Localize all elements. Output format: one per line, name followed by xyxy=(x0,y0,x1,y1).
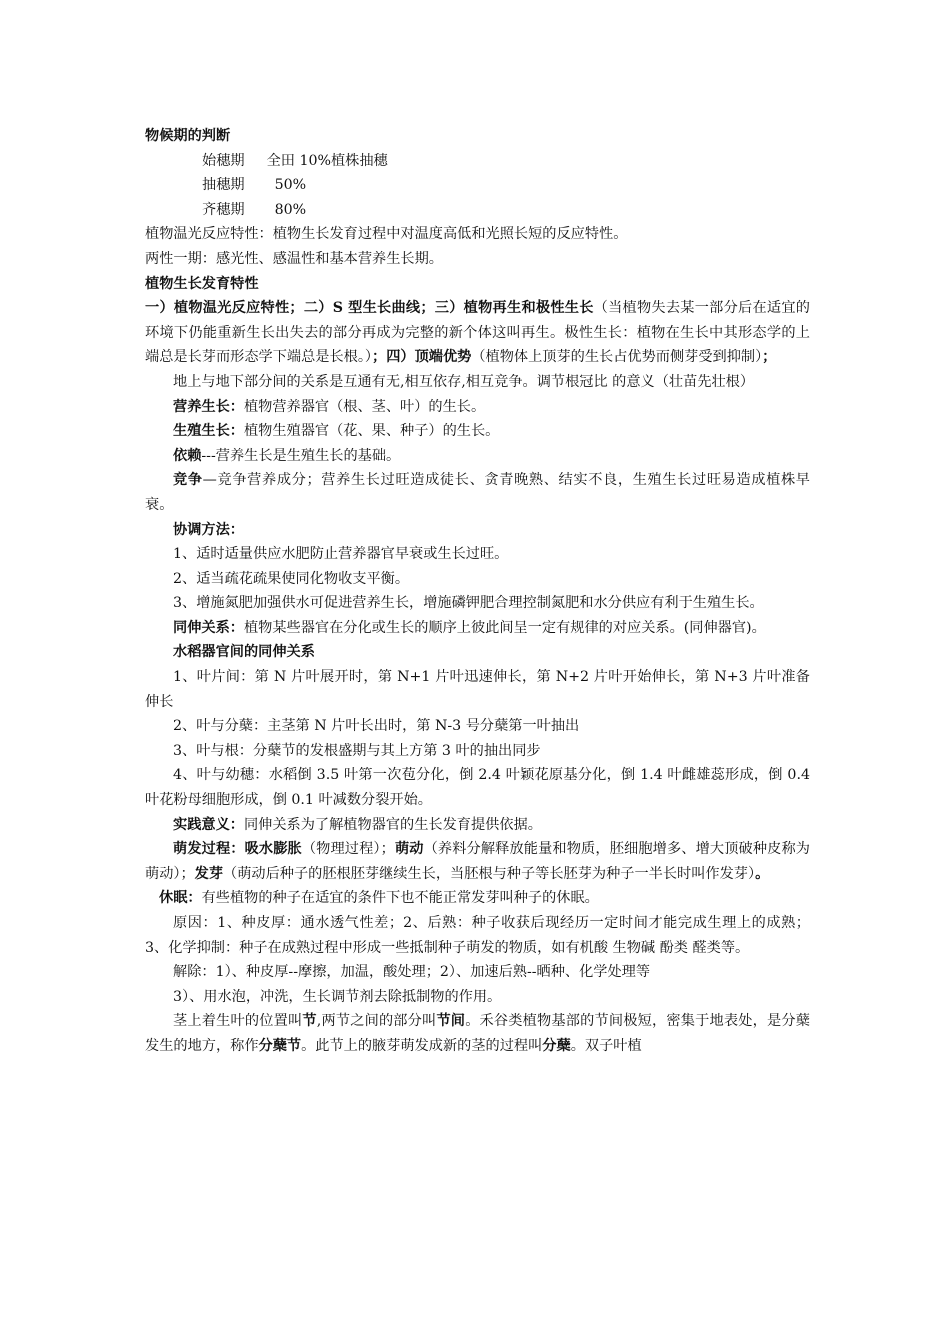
rice-item: 3、叶与根：分蘖节的发根盛期与其上方第 3 叶的抽出同步 xyxy=(173,742,541,759)
dependence: 依赖---营养生长是生殖生长的基础。 xyxy=(173,447,401,464)
practical-significance: 实践意义：同伸关系为了解植物器官的生长发育提供依据。 xyxy=(173,816,542,833)
coordination-item: 2、适当疏花疏果使同化物收支平衡。 xyxy=(173,570,410,587)
two-stage-definition: 两性一期：感光性、感温性和基本营养生长期。 xyxy=(145,250,443,267)
coordination-item: 3、增施氮肥加强供水可促进营养生长，增施磷钾肥合理控制氮肥和水分供应有利于生殖生长。 xyxy=(173,595,764,612)
rice-section-title: 水稻器官间的同伸关系 xyxy=(173,644,315,661)
node-paragraph: 茎上着生叶的位置叫节,两节之间的部分叫节间。禾谷类植物基部的节间极短，密集于地表处，是分蘖发生的地方，称作分蘖节。此节上的腋芽萌发成新的茎的过程叫分蘖。双子叶植 xyxy=(145,1013,810,1054)
competition: 竞争—竞争营养成分；营养生长过旺造成徒长、贪青晚熟、结实不良，生殖生长过旺易造成植株早衰。 xyxy=(145,472,810,513)
dormancy-causes: 原因：1、种皮厚：通水透气性差；2、后熟：种子收获后现经历一定时间才能完成生理上的成熟；3、化学抑制：种子在成熟过程中形成一些抵制种子萌发的物质，如有机酸 生物碱 酚类 醛类等。 xyxy=(145,915,810,956)
rice-item: 2、叶与分蘖：主茎第 N 片叶长出时，第 N-3 号分蘖第一叶抽出 xyxy=(173,718,580,735)
phenology-row: 始穗期 全田 10%植株抽穗 xyxy=(202,152,388,169)
growth-section-title: 植物生长发育特性 xyxy=(145,275,259,292)
document-page xyxy=(145,124,810,1059)
dormancy-release-cont: 3）、用水泡，冲洗，生长调节剂去除抵制物的作用。 xyxy=(173,988,502,1005)
light-temp-definition: 植物温光反应特性：植物生长发育过程中对温度高低和光照长短的反应特性。 xyxy=(145,226,628,243)
phenology-row: 抽穗期 50% xyxy=(202,177,307,194)
phenology-row: 齐穗期 80% xyxy=(202,201,307,218)
coordination-item: 1、适时适量供应水肥防止营养器官早衰或生长过旺。 xyxy=(173,546,509,563)
dormancy-release: 解除：1）、种皮厚--摩擦，加温，酸处理；2）、加速后熟--晒种、化学处理等 xyxy=(173,964,651,981)
coordination-title: 协调方法： xyxy=(173,521,244,538)
rice-item: 1、叶片间：第 N 片叶展开时，第 N+1 片叶迅速伸长，第 N+2 片叶开始伸长，第 N+3 片叶准备伸长 xyxy=(145,669,810,710)
rice-item: 4、叶与幼穗：水稻倒 3.5 叶第一次苞分化，倒 2.4 叶颖花原基分化，倒 1.4 叶雌雄蕊形成，倒 0.4 叶花粉母细胞形成，倒 0.1 叶减数分裂开始。 xyxy=(145,767,810,809)
vegetative-growth: 营养生长：植物营养器官（根、茎、叶）的生长。 xyxy=(173,398,486,415)
reproductive-growth: 生殖生长：植物生殖器官（花、果、种子）的生长。 xyxy=(173,423,500,440)
phenology-title: 物候期的判断 xyxy=(145,128,231,144)
dormancy-definition: 休眠：有些植物的种子在适宜的条件下也不能正常发芽叫种子的休眠。 xyxy=(159,890,599,907)
correlation-definition: 同伸关系：植物某些器官在分化或生长的顺序上彼此间呈一定有规律的对应关系。(同伸器官)。 xyxy=(173,619,766,636)
germination-paragraph: 萌发过程：吸水膨胀（物理过程）；萌动（养料分解释放能量和物质，胚细胞增多、增大顶破种皮称为萌动）；发芽（萌动后种子的胚根胚芽继续生长，当胚根与种子等长胚芽为种子一半长时叫作发芽）。 xyxy=(145,841,810,882)
root-shoot-paragraph: 地上与地下部分间的关系是互通有无,相互依存,相互竞争。调节根冠比 的意义（壮苗先壮根） xyxy=(173,373,755,390)
growth-traits-paragraph: 一）植物温光反应特性；二）S 型生长曲线；三）植物再生和极性生长（当植物失去某一部分后在适宜的环境下仍能重新生长出失去的部分再成为完整的新个体这叫再生。极性生长：植物在生长中其形态学的上端总是长芽而形态学下端总是长根。）；四）顶端优势（植物体上顶芽的生长占优势而侧芽受到抑制）； xyxy=(145,300,810,366)
